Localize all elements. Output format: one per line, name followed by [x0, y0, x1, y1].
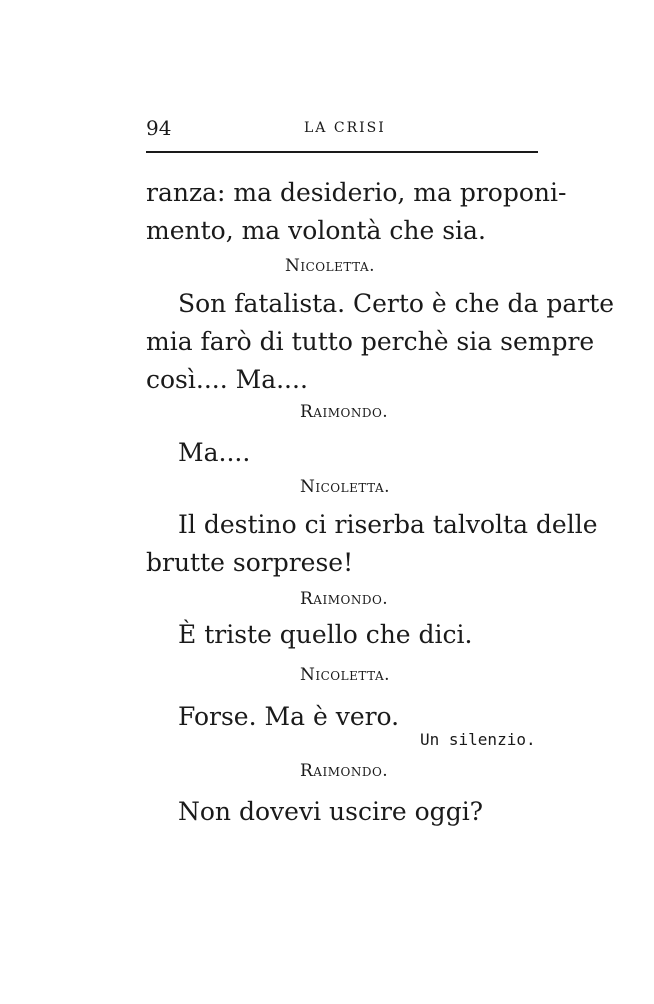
dialogue-line: mento, ma volontà che sia. — [146, 216, 486, 245]
speaker-name: Raimondo. — [300, 761, 389, 781]
dialogue-line: Forse. Ma è vero. — [178, 702, 400, 731]
speaker-name: Raimondo. — [300, 402, 389, 422]
dialogue-line: così.... Ma.... — [146, 365, 308, 394]
dialogue-line: brutte sorprese! — [146, 548, 354, 577]
dialogue-line: Son fatalista. Certo è che da parte — [178, 289, 615, 318]
page-header — [146, 116, 540, 146]
speaker-name: Raimondo. — [300, 589, 389, 609]
dialogue-line: ranza: ma desiderio, ma proponi- — [146, 178, 567, 207]
dialogue-line: Il destino ci riserba talvolta delle — [178, 510, 598, 539]
dialogue-line: Non dovevi uscire oggi? — [178, 797, 484, 826]
speaker-name: Nicoletta. — [300, 665, 391, 685]
dialogue-line: È triste quello che dici. — [178, 620, 473, 649]
dialogue-line: Ma.... — [178, 438, 251, 467]
header-rule — [146, 151, 538, 153]
running-title: LA CRISI — [304, 120, 386, 136]
speaker-name: Nicoletta. — [285, 256, 376, 276]
stage-direction: Un silenzio. — [420, 730, 536, 749]
speaker-name: Nicoletta. — [300, 477, 391, 497]
dialogue-line: mia farò di tutto perchè sia sempre — [146, 327, 595, 356]
page-number: 94 — [146, 116, 172, 140]
